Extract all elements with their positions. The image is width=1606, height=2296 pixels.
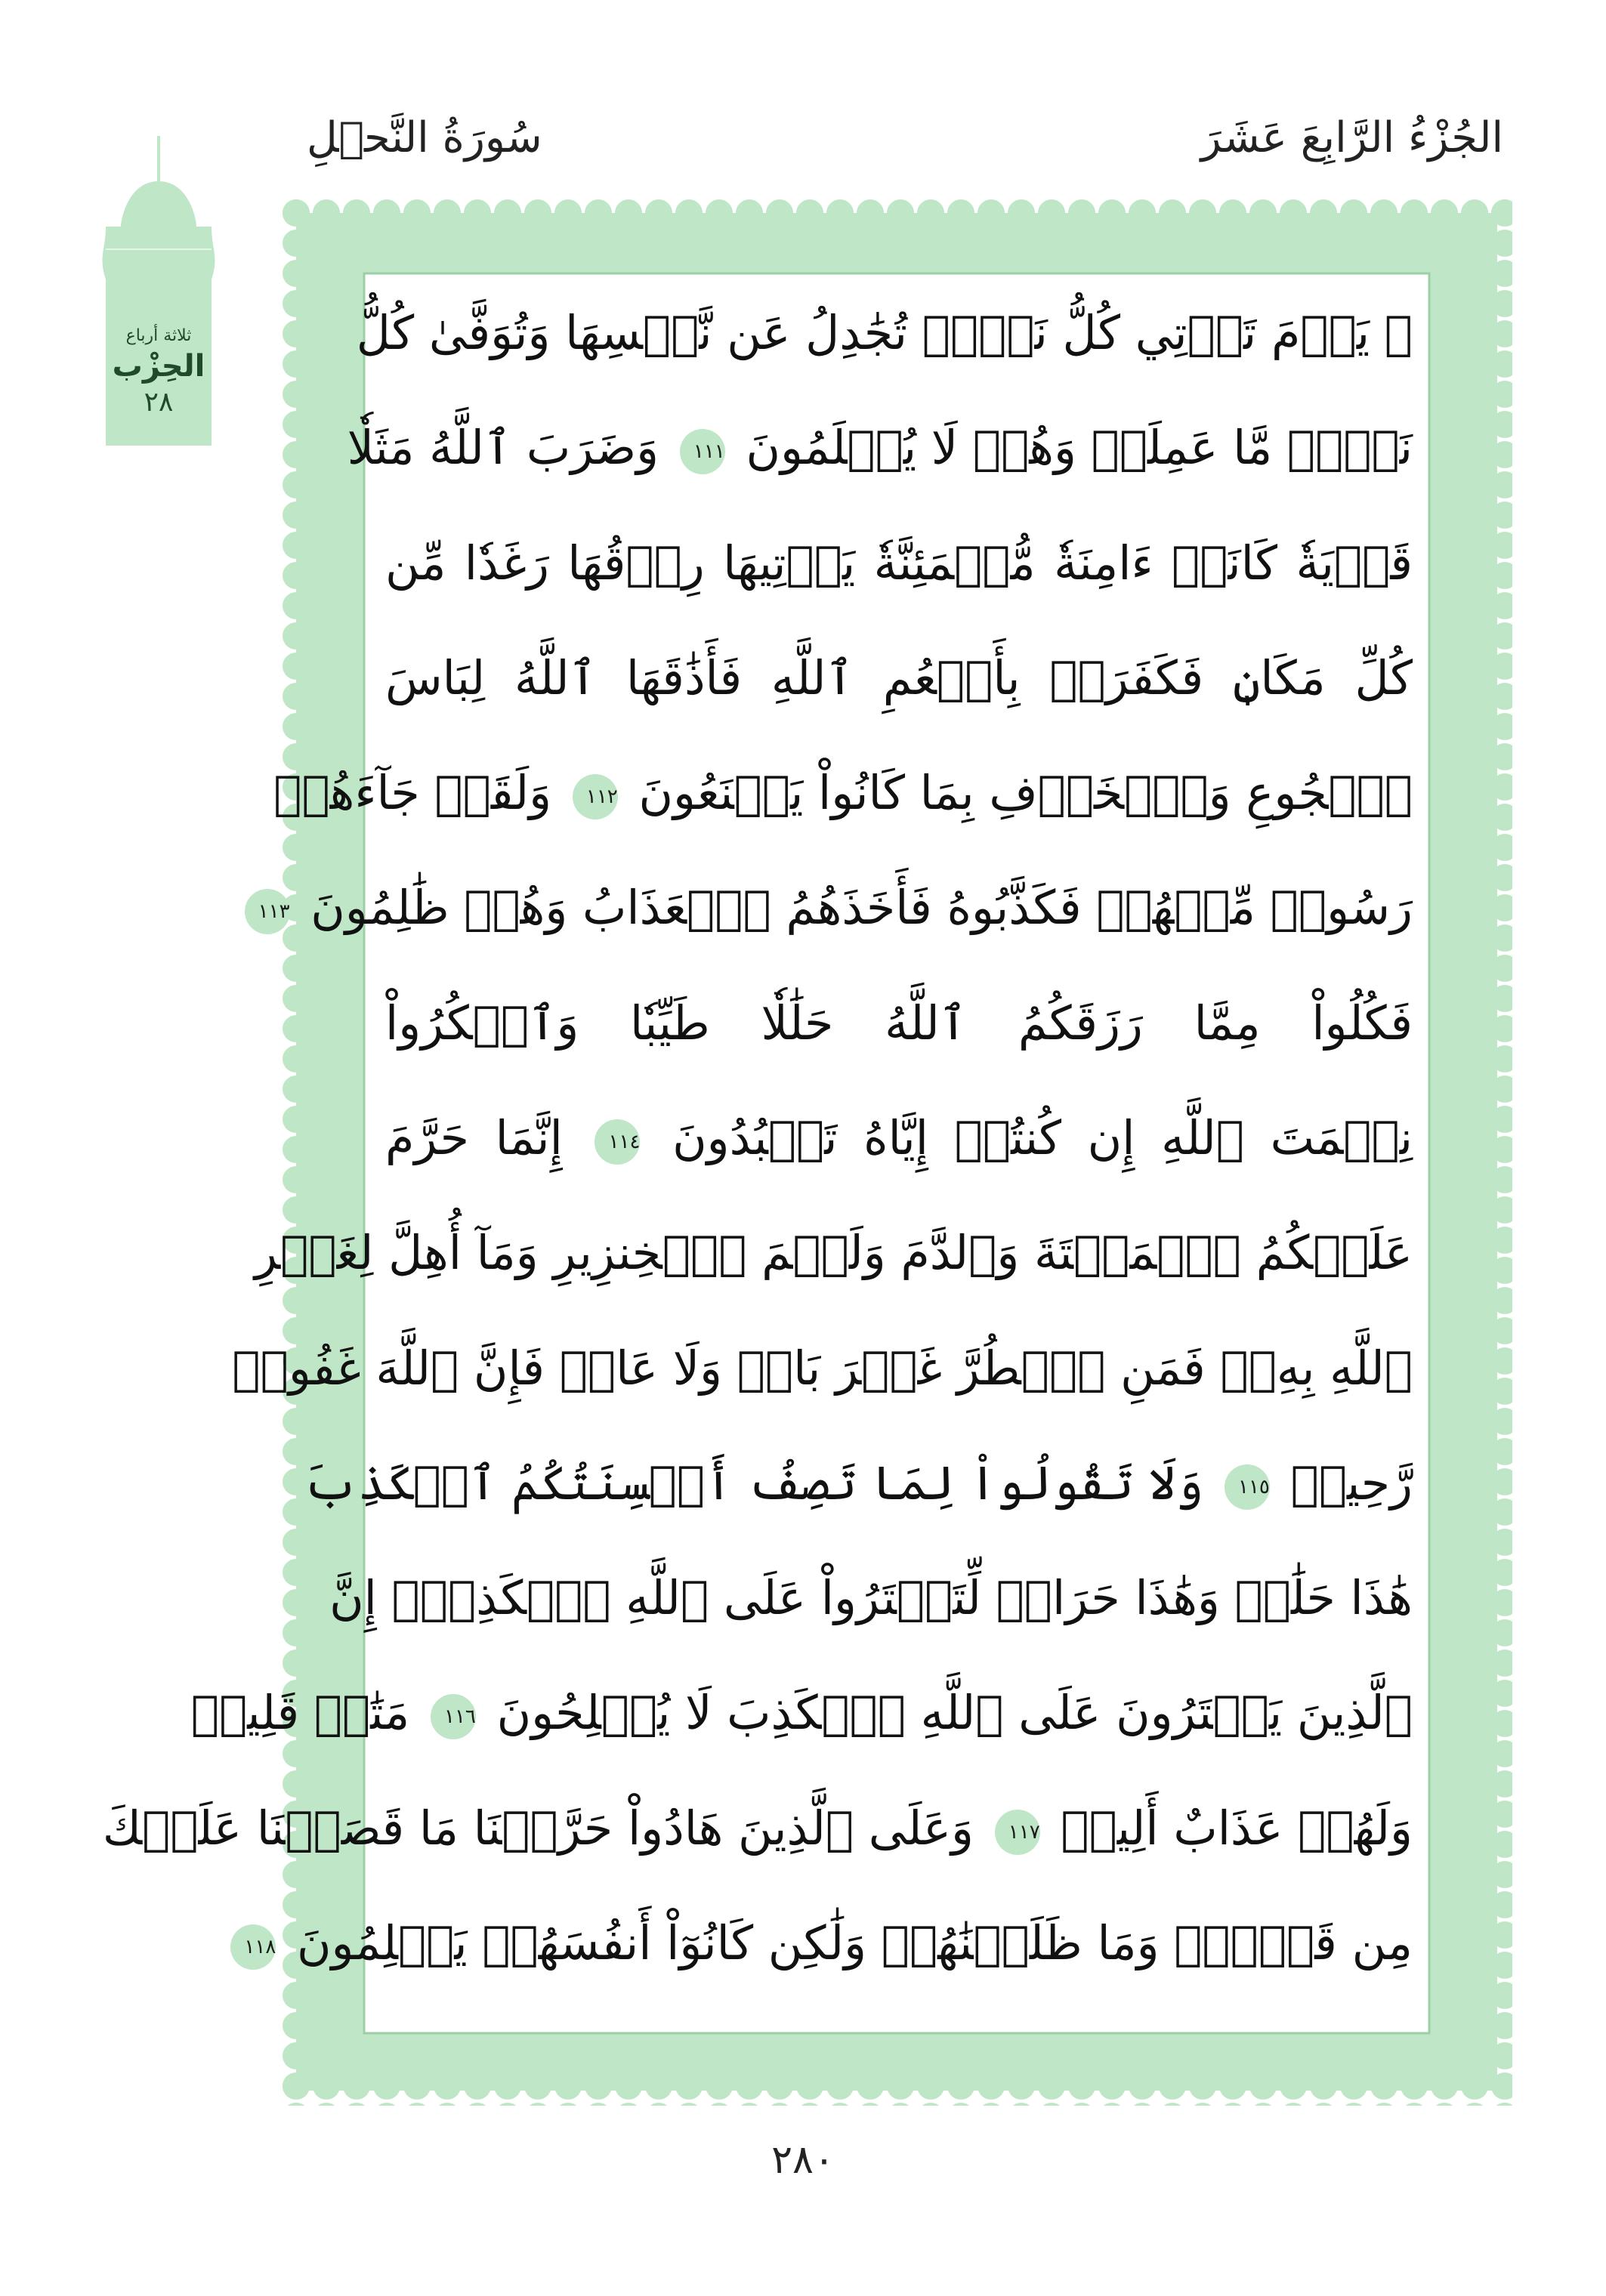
verse-text: ٱللَّهِ بِهِۦۖ فَمَنِ ٱضۡطُرَّ غَيۡرَ بَاغٖ وَلَا عَادٖ فَإِنَّ ٱللَّهَ غَفُورٞ xyxy=(232,1340,1413,1396)
verse-text: ٱلَّذِينَ يَفۡتَرُونَ عَلَى ٱللَّهِ ٱلۡكَذِبَ لَا يُفۡلِحُونَ xyxy=(496,1685,1413,1741)
ayah-number-marker: ١١٥ xyxy=(1225,1464,1270,1510)
verse-text: كُلِّ مَكَانٖ فَكَفَرَتۡ بِأَنۡعُمِ ٱللَّهِ فَأَذَٰقَهَا ٱللَّهُ لِبَاسَ xyxy=(385,650,1413,705)
text-line xyxy=(385,511,1413,616)
verse-text: مِن قَبۡلُۖ وَمَا ظَلَمۡنَٰهُمۡ وَلَٰكِن كَانُوٓاْ أَنفُسَهُمۡ يَظۡلِمُونَ xyxy=(297,1915,1413,1970)
ayah-number-marker: ١١٢ xyxy=(573,774,618,819)
text-line xyxy=(102,1776,1413,1881)
verse-text: عَلَيۡكُمُ ٱلۡمَيۡتَةَ وَٱلدَّمَ وَلَحۡمَ ٱلۡخِنزِيرِ وَمَآ أُهِلَّ لِغَيۡرِ xyxy=(254,1225,1413,1281)
hizb-number: ٢٨ xyxy=(144,387,174,418)
page-number: ٢٨٠ xyxy=(771,2137,835,2183)
juz-title: الجُزْءُ الرَّابِعَ عَشَرَ xyxy=(1200,113,1503,162)
verse-text: نِعۡمَتَ ٱللَّهِ إِن كُنتُمۡ إِيَّاهُ تَعۡبُدُونَ xyxy=(672,1109,1413,1165)
text-line xyxy=(303,1431,1413,1535)
verse-text: وَلَهُمۡ عَذَابٌ أَلِيمٞ xyxy=(1061,1800,1413,1856)
surah-title: سُورَةُ النَّحۡلِ xyxy=(307,113,542,162)
text-line xyxy=(385,971,1413,1075)
verse-text: وَلَقَدۡ جَآءَهُمۡ xyxy=(273,765,552,821)
ayah-number-marker: ١١٦ xyxy=(431,1694,476,1739)
text-line xyxy=(385,1086,1413,1190)
verse-text: رَسُولٞ مِّنۡهُمۡ فَكَذَّبُوهُ فَأَخَذَهُمُ ٱلۡعَذَابُ وَهُمۡ ظَٰلِمُونَ xyxy=(310,880,1413,936)
text-line xyxy=(273,741,1413,845)
verse-text: وَضَرَبَ ٱللَّهُ مَثَلٗا xyxy=(347,420,659,476)
text-line xyxy=(258,856,1413,960)
text-line xyxy=(244,1891,1413,1995)
hizb-quarter-label: ثلاثة أرباع xyxy=(125,326,192,345)
ayah-number-marker: ١١٤ xyxy=(595,1119,640,1165)
verse-text: نَفۡسٖ مَّا عَمِلَتۡ وَهُمۡ لَا يُظۡلَمُونَ xyxy=(746,420,1413,476)
verse-text: ٱلۡجُوعِ وَٱلۡخَوۡفِ بِمَا كَانُواْ يَصۡنَعُونَ xyxy=(638,765,1413,821)
hizb-label: الحِزْب xyxy=(112,349,205,384)
text-line xyxy=(385,626,1413,730)
text-line xyxy=(347,396,1413,500)
ayah-number-marker: ١١١ xyxy=(680,429,725,474)
ayah-number-marker: ١١٧ xyxy=(995,1810,1040,1855)
ayah-number-marker: ١١٣ xyxy=(245,889,290,934)
verse-text: مَتَٰعٞ قَلِيلٞ xyxy=(190,1685,410,1741)
verse-text: هَٰذَا حَلَٰلٞ وَهَٰذَا حَرَامٞ لِّتَفۡتَرُواْ عَلَى ٱللَّهِ ٱلۡكَذِبَۚ إِنَّ xyxy=(329,1570,1413,1626)
text-line xyxy=(232,1316,1413,1421)
verse-text: ۞ يَوۡمَ تَأۡتِي كُلُّ نَفۡسٖ تُجَٰدِلُ عَن نَّفۡسِهَا وَتُوَفَّىٰ كُلُّ xyxy=(356,305,1413,360)
verse-text: وَلَا تَقُولُواْ لِمَا تَصِفُ أَلۡسِنَتُكُمُ ٱلۡكَذِبَ xyxy=(303,1455,1204,1511)
text-line xyxy=(254,1201,1413,1305)
verse-text: إِنَّمَا حَرَّمَ xyxy=(385,1109,563,1165)
verse-text: رَّحِيمٞ xyxy=(1290,1455,1413,1511)
verse-text: وَعَلَى ٱلَّذِينَ هَادُواْ حَرَّمۡنَا مَا قَصَصۡنَا عَلَيۡكَ xyxy=(102,1800,974,1856)
verse-text: فَكُلُواْ مِمَّا رَزَقَكُمُ ٱللَّهُ حَلَٰلٗا طَيِّبٗا وَٱشۡكُرُواْ xyxy=(385,995,1413,1051)
ayah-number-marker: ١١٨ xyxy=(230,1924,276,1970)
text-line xyxy=(356,281,1413,385)
text-line xyxy=(329,1546,1413,1650)
text-line xyxy=(190,1661,1413,1765)
verse-text: قَرۡيَةٗ كَانَتۡ ءَامِنَةٗ مُّطۡمَئِنَّةٗ يَأۡتِيهَا رِزۡقُهَا رَغَدٗا مِّن xyxy=(385,535,1413,591)
